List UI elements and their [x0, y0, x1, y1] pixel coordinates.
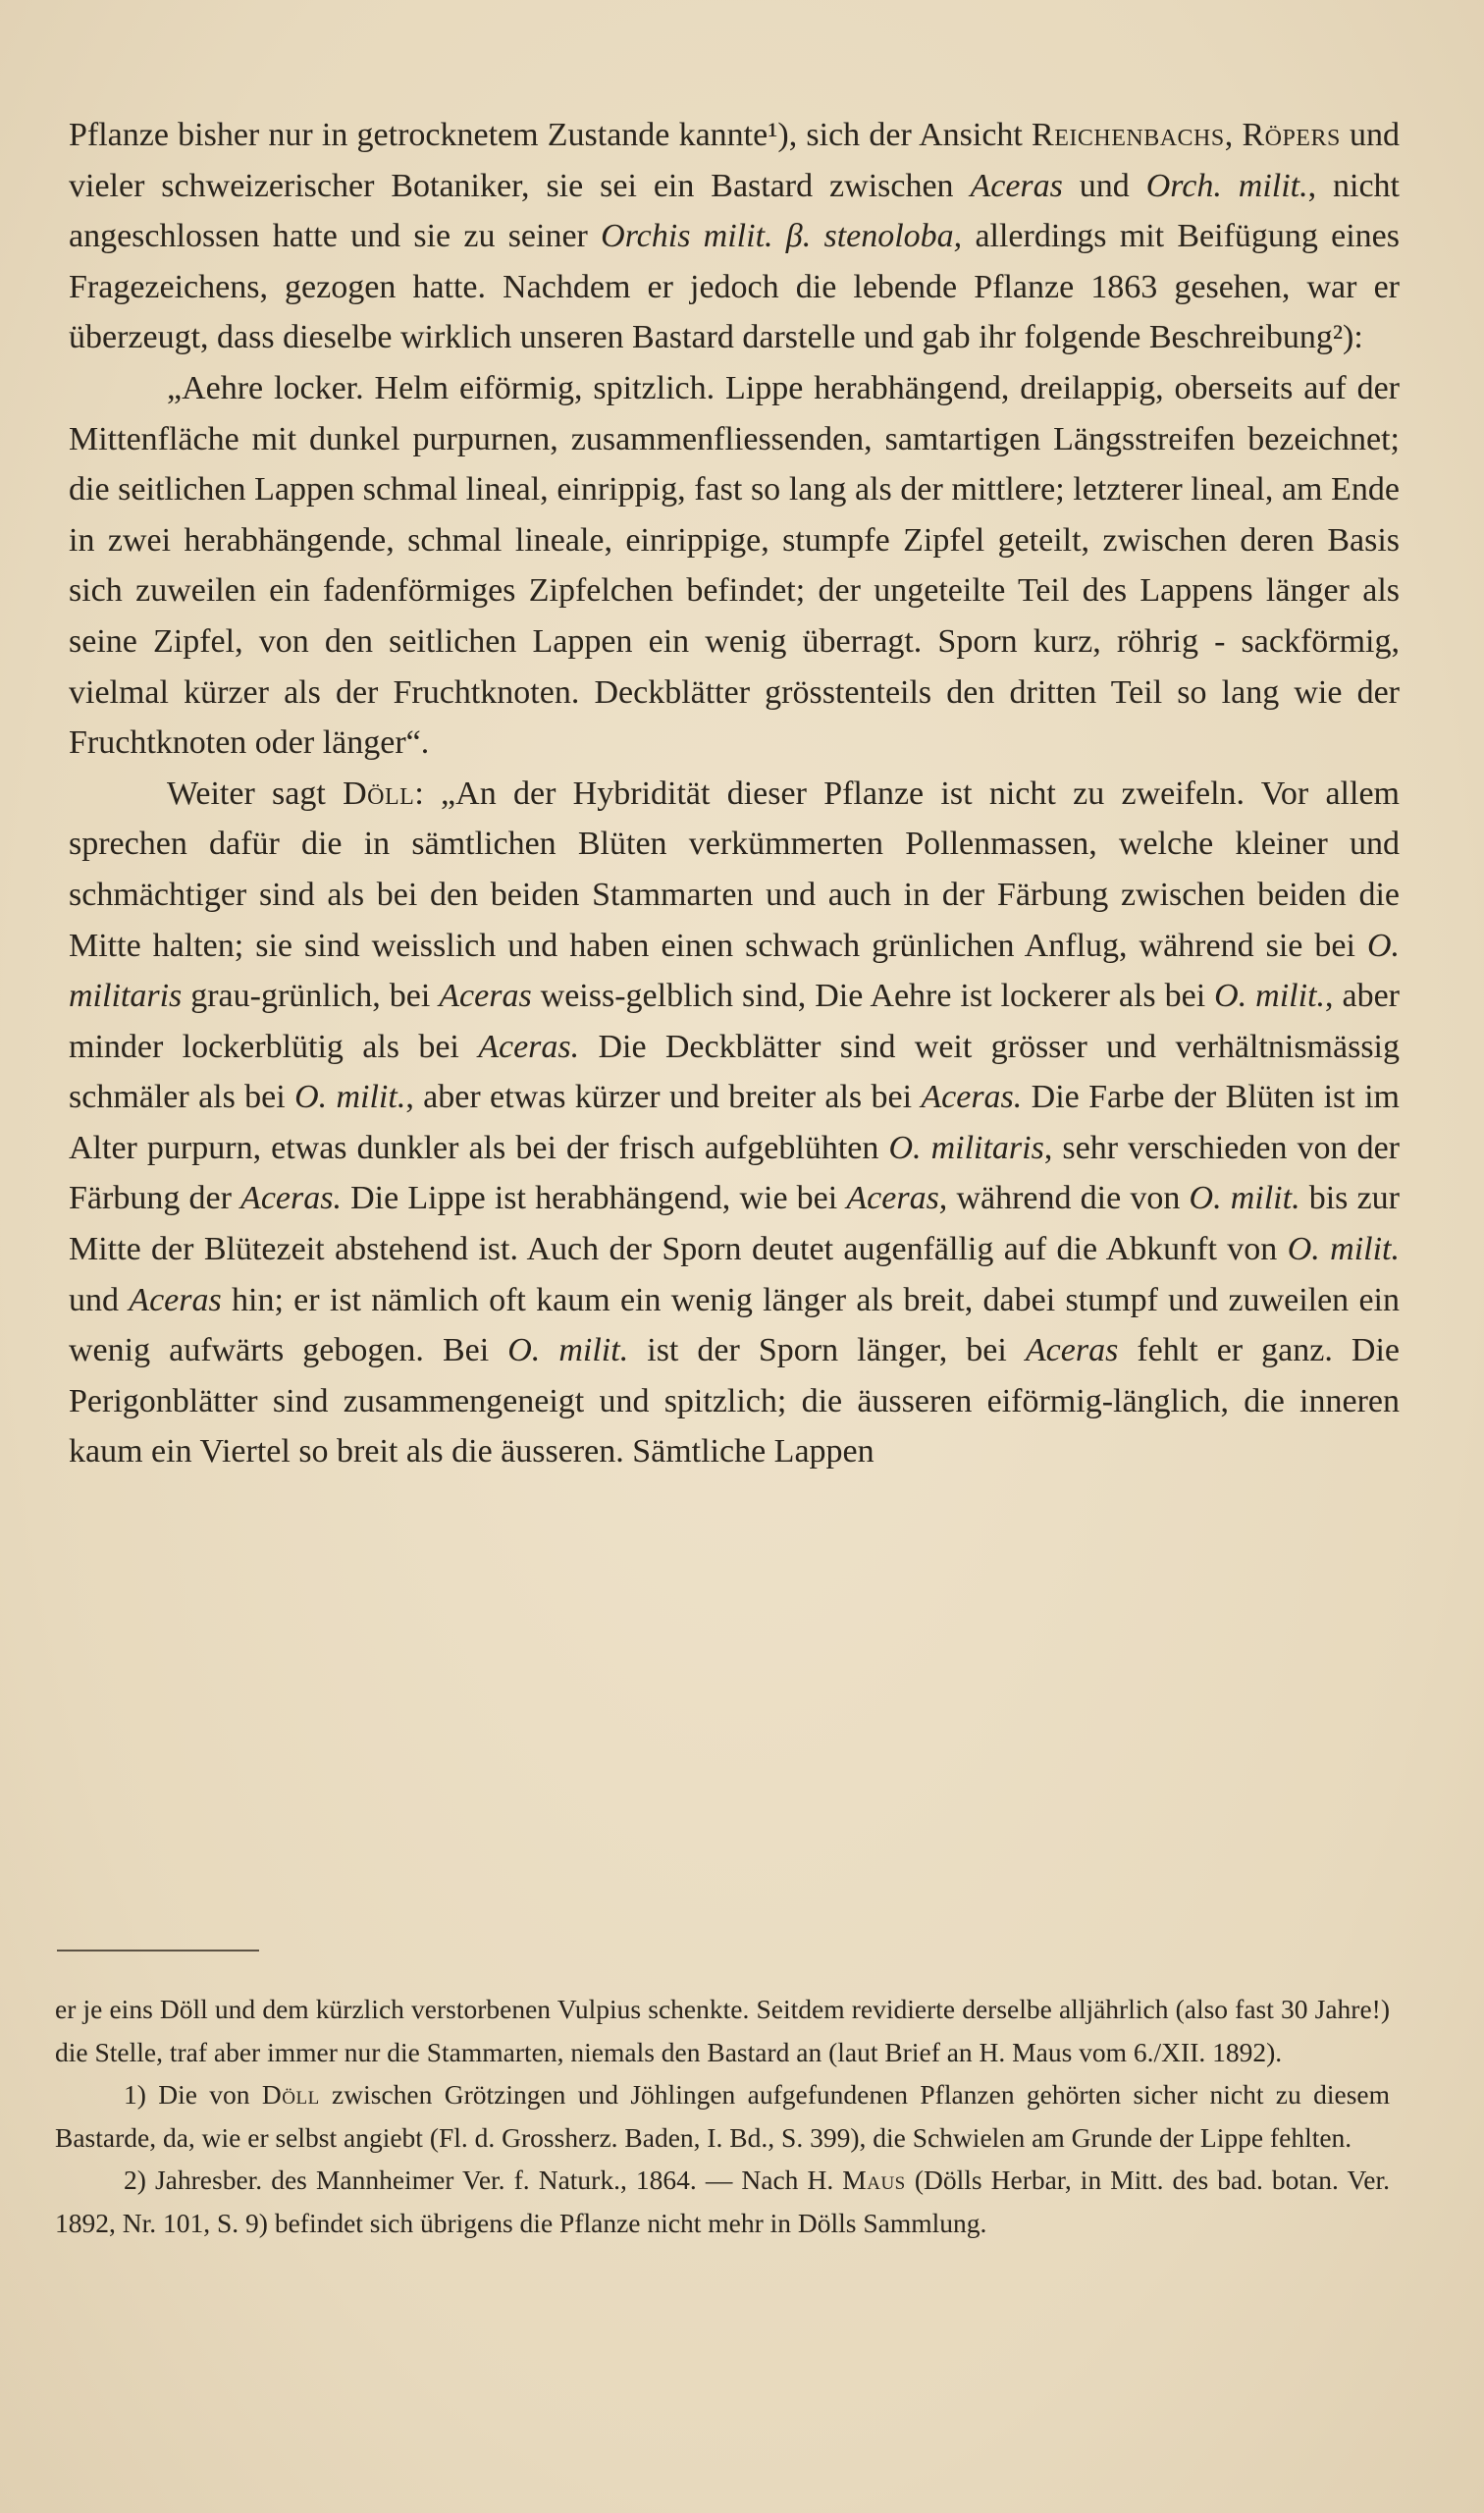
taxon-name: O. milit.: [1287, 1231, 1400, 1268]
taxon-name: Aceras: [1025, 1332, 1119, 1369]
taxon-name: Aceras.: [478, 1028, 580, 1065]
taxon-name: O. milit.: [294, 1079, 406, 1116]
author-name: Döll: [343, 775, 415, 812]
taxon-name: O. militaris: [888, 1129, 1044, 1166]
author-name: Röpers: [1242, 117, 1341, 153]
footnote-separator: [57, 1950, 259, 1952]
taxon-name: O. milit.: [1189, 1180, 1300, 1217]
taxon-name: O. militaris: [69, 927, 1400, 1015]
author-name: Döll: [261, 2079, 320, 2110]
taxon-name: Aceras.: [921, 1079, 1023, 1116]
footnotes: [55, 1988, 1390, 2244]
taxon-name: Aceras: [439, 978, 532, 1015]
paragraph-3: Weiter sagt Döll: „An der Hybridität dieser Pflanze ist nicht zu zweifeln. Vor allem sprechen dafür die in sämtlichen Blüten verkümmerten Pollenmassen, welche kleiner und schmächtiger sind als bei den beiden Stammarten und auch in der Färbung zwischen beiden die Mitte halten; sie sind weisslich und haben einen schwach grünlichen Anflug, während sie bei O. militaris grau-grünlich, bei Aceras weiss-gelblich sind, Die Aehre ist lockerer als bei O. milit., aber minder lockerblütig als bei Aceras. Die Deckblätter sind weit grösser und verhältnismässig schmäler als bei O. milit., aber etwas kürzer und breiter als bei Aceras. Die Farbe der Blüten ist im Alter purpurn, etwas dunkler als bei der frisch aufgeblühten O. militaris, sehr verschieden von der Färbung der Aceras. Die Lippe ist herabhängend, wie bei Aceras, während die von O. milit. bis zur Mitte der Blütezeit abstehend ist. Auch der Sporn deutet augenfällig auf die Abkunft von O. milit. und Aceras hin; er ist nämlich oft kaum ein wenig länger als breit, dabei stumpf und zuweilen ein wenig aufwärts gebogen. Bei O. milit. ist der Sporn länger, bei Aceras fehlt er ganz. Die Perigonblätter sind zusammengeneigt und spitzlich; die äusseren eiförmig-länglich, die inneren kaum ein Viertel so breit als die äusseren. Sämtliche Lappen: [69, 775, 1401, 1470]
taxon-name: O. milit.: [1214, 978, 1326, 1015]
footnote-1: 1) Die von Döll zwischen Grötzingen und Jöhlingen aufgefundenen Pflanzen gehörten sicher nicht zu diesem Bastarde, da, wie er selbst angiebt (Fl. d. Grossherz. Baden, I. Bd., S. 399), die Schwielen am Grunde der Lippe fehlten.: [55, 2079, 1390, 2153]
taxon-name: Orch. milit.: [1145, 167, 1308, 204]
footnote-continuation: er je eins Döll und dem kürzlich verstorbenen Vulpius schenkte. Seitdem revidierte derselbe alljährlich (also fast 30 Jahre!) die Stelle, traf aber immer nur die Stammarten, niemals den Bastard an (laut Brief an H. Maus vom 6./XII. 1892).: [55, 1994, 1390, 2067]
footnote-2: 2) Jahresber. des Mannheimer Ver. f. Naturk., 1864. — Nach H. Maus (Dölls Herbar, in Mitt. des bad. botan. Ver. 1892, Nr. 101, S. 9) befindet sich übrigens die Pflanze nicht mehr in Dölls Sammlung.: [55, 2165, 1390, 2238]
taxon-name: Aceras: [970, 167, 1063, 204]
paragraph-1: Pflanze bisher nur in getrocknetem Zustande kannte¹), sich der Ansicht Reichenbachs, Röpers und vieler schweizerischer Botaniker, sie sei ein Bastard zwischen Aceras und Orch. milit., nicht angeschlossen hatte und sie zu seiner Orchis milit. β. stenoloba, allerdings mit Beifügung eines Fragezeichens, gezogen hatte. Nachdem er jedoch die lebende Pflanze 1863 gesehen, war er überzeugt, dass dieselbe wirklich unseren Bastard darstelle und gab ihr folgende Beschreibung²):: [69, 117, 1401, 356]
author-name: Maus: [842, 2165, 906, 2195]
author-name: Reichenbachs: [1032, 117, 1225, 153]
taxon-name: Orchis milit. β. stenoloba,: [601, 218, 963, 255]
main-text: [69, 110, 1400, 1477]
taxon-name: Aceras.: [240, 1180, 342, 1217]
taxon-name: O. milit.: [507, 1332, 629, 1369]
taxon-name: Aceras: [129, 1281, 222, 1318]
taxon-name: Aceras,: [846, 1180, 948, 1217]
paragraph-2-quotation: „Aehre locker. Helm eiförmig, spitzlich. Lippe herabhängend, dreilappig, oberseits auf der Mittenfläche mit dunkel purpurnen, zusammenfliessenden, samtartigen Längsstreifen bezeichnet; die seitlichen Lappen schmal lineal, einrippig, fast so lang als der mittlere; letzterer lineal, am Ende in zwei herabhängende, schmal lineale, einrippige, stumpfe Zipfel geteilt, zwischen deren Basis sich zuweilen ein fadenförmiges Zipfelchen befindet; der ungeteilte Teil des Lappens länger als seine Zipfel, von den seitlichen Lappen ein wenig überragt. Sporn kurz, röhrig - sackförmig, vielmal kürzer als der Fruchtknoten. Deckblätter grösstenteils den dritten Teil so lang wie der Fruchtknoten oder länger“.: [69, 369, 1400, 762]
